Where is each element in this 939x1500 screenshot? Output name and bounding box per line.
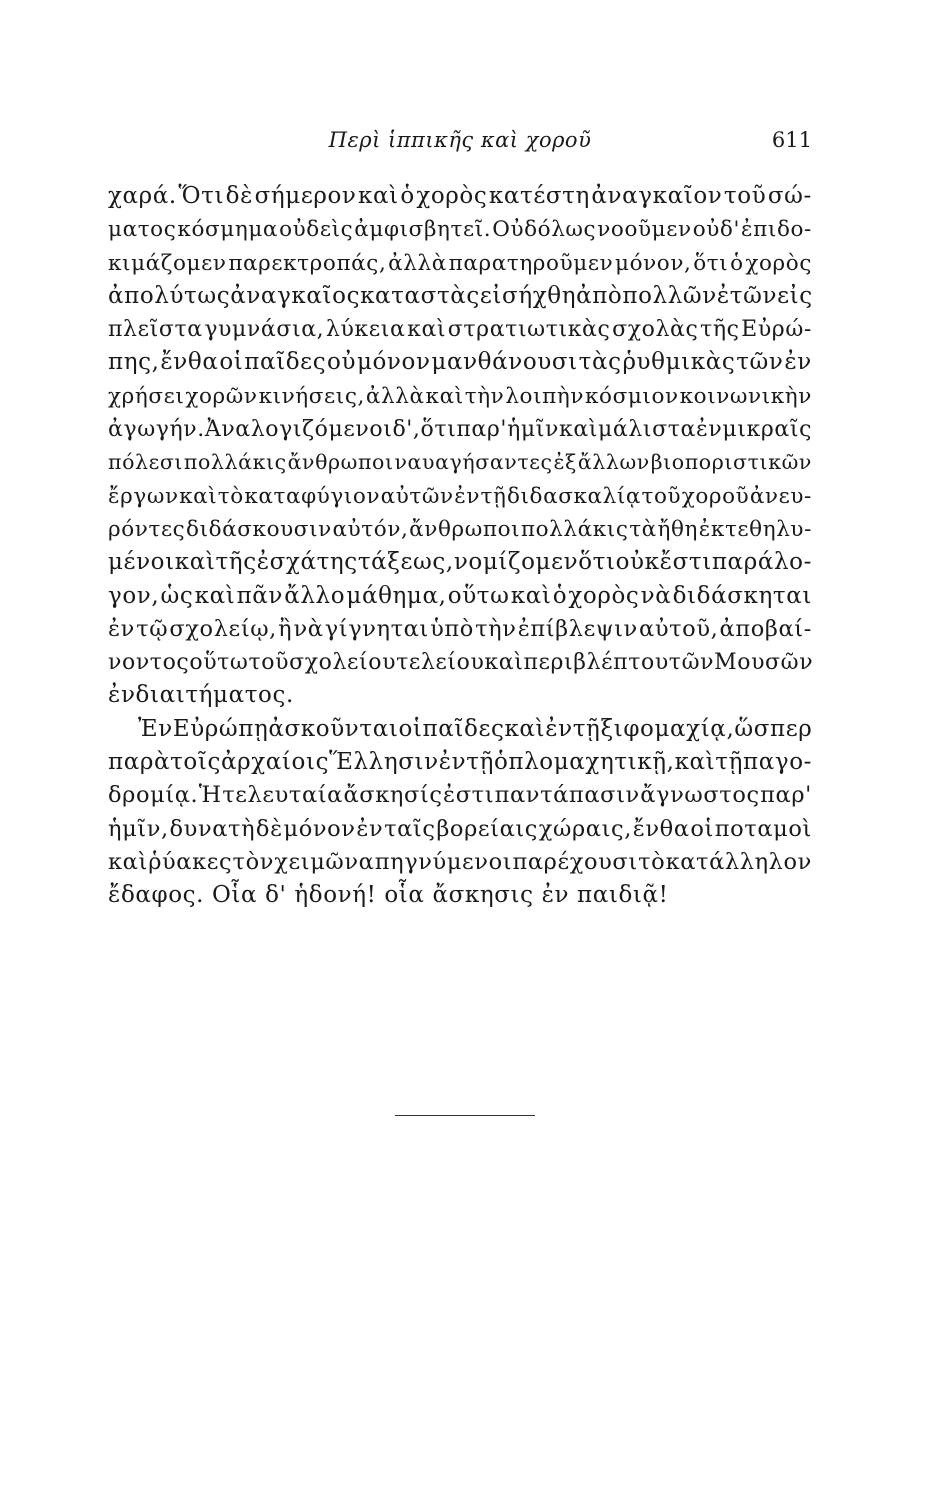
page-number: 611 [771, 128, 812, 152]
text-line: Ἐν Εὐρώπῃ ἀσκοῦνται οἱ παῖδες καὶ ἐν τῇ ξιφομαχίᾳ, ὥσπερ [138, 715, 813, 742]
text-line: ἀγωγήν. Ἀναλογιζόμενοι δ', ὅτι παρ' ἡμῖν καὶ μάλιστα ἐν μικραῖς [108, 417, 812, 443]
body-text [108, 180, 812, 913]
text-line: ματος κόσμημα οὐδεὶς ἀμφισβητεῖ. Οὐδόλως νοοῦμεν οὐδ' ἐπιδο- [108, 217, 812, 243]
text-line: ἀπολύτως ἀναγκαῖος καταστὰς εἰσήχθη ἀπὸ πολλῶν ἐτῶν εἰς [108, 282, 813, 309]
section-end-rule [395, 1115, 535, 1116]
text-line: χρήσει χορῶν κινήσεις, ἀλλὰ καὶ τὴν λοιπὴν κόσμιον κοινωνικὴν [108, 383, 812, 409]
text-line: χαρά. Ὅτι δὲ σήμερον καὶ ὁ χορὸς κατέστη ἀναγκαῖον τοῦ σώ- [108, 183, 812, 209]
text-line: ἔργων καὶ τὸ καταφύγιον αὐτῶν ἐν τῇ διδασκαλίᾳ τοῦ χοροῦ ἀνευ- [108, 483, 812, 509]
text-line: ρόντες διδάσκουσιν αὐτόν, ἄνθρωποι πολλάκις τὰ ἤθη ἐκτεθηλυ- [108, 516, 812, 542]
text-line: ἔδαφος. Οἷα δ' ἡδονή! οἷα ἄσκησις ἐν παιδιᾷ! [108, 882, 669, 909]
running-title: Περὶ ἱππικῆς καὶ χοροῦ [328, 128, 592, 152]
text-line: μένοι καὶ τῆς ἐσχάτης τάξεως, νομίζομεν ὅτι οὐκ ἔστι παράλο- [108, 549, 812, 576]
text-line: πλεῖστα γυμνάσια, λύκεια καὶ στρατιωτικὰς σχολὰς τῆς Εὐρώ- [108, 317, 812, 343]
text-line: γον, ὡς καὶ πᾶν ἄλλο μάθημα, οὕτω καὶ ὁ χορὸς νὰ διδάσκηται [108, 582, 812, 609]
text-line: πης, ἔνθα οἱ παῖδες οὐ μόνον μανθάνουσι τὰς ῥυθμικὰς τῶν ἐν [108, 349, 812, 376]
text-line: παρὰ τοῖς ἀρχαίοις Ἕλλησιν ἐν τῇ ὁπλομαχητικῇ, καὶ τῇ παγο- [108, 749, 813, 776]
paragraph-2 [108, 713, 812, 913]
running-head [108, 128, 812, 158]
text-line: πόλεσι πολλάκις ἄνθρωποι ναυαγήσαντες ἐξ ἄλλων βιοποριστικῶν [108, 450, 812, 475]
text-line: ἡμῖν, δυνατὴ δὲ μόνον ἐν ταῖς βορείαις χώραις, ἔνθα οἱ ποταμοὶ [108, 815, 812, 842]
text-line: δρομίᾳ. Ἡ τελευταία ἄσκησίς ἐστι παντάπασιν ἄγνωστος παρ' [108, 782, 812, 809]
text-line: καὶ ῥύακες τὸν χειμῶνα πηγνύμενοι παρέχουσι τὸ κατάλληλον [108, 848, 812, 875]
text-line: κιμάζομεν παρεκτροπάς, ἀλλὰ παρατηροῦμεν μόνον, ὅτι ὁ χορὸς [108, 250, 812, 276]
text-line: νοντος οὕτω τοῦ σχολείου τελείου καὶ περιβλέπτου τῶν Μουσῶν [108, 650, 814, 676]
text-line: ἐνδιαιτήματος. [108, 682, 294, 709]
paragraph-1 [108, 180, 812, 713]
text-line: ἐν τῷ σχολείῳ, ἢ νὰ γίγνηται ὑπὸ τὴν ἐπίβλεψιν αὐτοῦ, ἀποβαί- [108, 615, 812, 642]
